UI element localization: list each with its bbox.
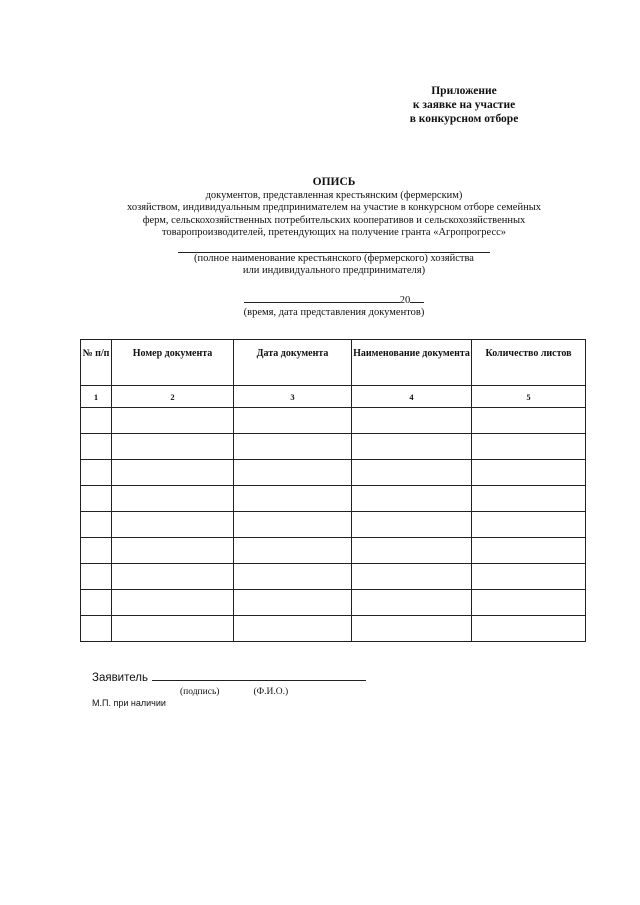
name-caption-2: или индивидуального предпринимателя): [242, 265, 426, 276]
table-row: [81, 486, 586, 512]
table-cell[interactable]: [112, 434, 234, 460]
table-cell[interactable]: [234, 512, 352, 538]
table-cell[interactable]: [472, 486, 586, 512]
signature-captions: [180, 687, 288, 697]
documents-table: [80, 339, 586, 642]
table-cell[interactable]: [81, 460, 112, 486]
header-line-4: товаропроизводителей, претендующих на получение гранта «Агропрогресс»: [161, 227, 507, 238]
column-number-row: [81, 386, 586, 408]
table-cell[interactable]: [352, 434, 472, 460]
table-cell[interactable]: [234, 434, 352, 460]
date-field: [84, 292, 584, 308]
document-title: ОПИСЬ: [312, 176, 356, 188]
date-caption: (время, дата представления документов): [243, 307, 425, 318]
header-number: № п/п: [81, 340, 112, 386]
table-cell[interactable]: [81, 616, 112, 642]
header-line-2: хозяйством, индивидуальным предпринимателем на участие в конкурсном отборе семейных: [126, 202, 542, 213]
table-cell[interactable]: [112, 590, 234, 616]
date-year-prefix: 20: [399, 294, 411, 306]
table-cell[interactable]: [112, 408, 234, 434]
table-cell[interactable]: [81, 408, 112, 434]
appendix-line-3: в конкурсном отборе: [409, 113, 519, 125]
table-cell[interactable]: [112, 460, 234, 486]
table-cell[interactable]: [112, 512, 234, 538]
table-row: [81, 538, 586, 564]
header-document-date: Дата документа: [234, 340, 352, 386]
table-cell[interactable]: [81, 590, 112, 616]
stamp-note: М.П. при наличии: [92, 698, 166, 708]
table-row: [81, 564, 586, 590]
column-number-2: 2: [112, 386, 234, 408]
table-cell[interactable]: [81, 564, 112, 590]
date-fill-line[interactable]: [244, 292, 400, 303]
table-cell[interactable]: [352, 564, 472, 590]
table-row: [81, 616, 586, 642]
table-cell[interactable]: [472, 512, 586, 538]
table-cell[interactable]: [472, 564, 586, 590]
table-cell[interactable]: [234, 590, 352, 616]
table-row: [81, 460, 586, 486]
table-cell[interactable]: [352, 512, 472, 538]
table-cell[interactable]: [81, 538, 112, 564]
header-document-number: Номер документа: [112, 340, 234, 386]
header-line-1: документов, представленная крестьянским (фермерским): [205, 189, 463, 201]
name-caption-1: (полное наименование крестьянского (фермерского) хозяйства: [194, 252, 474, 264]
table-cell[interactable]: [352, 538, 472, 564]
column-number-3: 3: [234, 386, 352, 408]
table-cell[interactable]: [472, 460, 586, 486]
table-row: [81, 434, 586, 460]
header-line-3: ферм, сельскохозяйственных потребительских кооперативов и сельскохозяйственных: [142, 214, 526, 226]
appendix-heading: [384, 84, 544, 126]
table-cell[interactable]: [472, 590, 586, 616]
table-row: [81, 590, 586, 616]
table-cell[interactable]: [112, 538, 234, 564]
table-cell[interactable]: [81, 486, 112, 512]
column-number-5: 5: [472, 386, 586, 408]
table-cell[interactable]: [352, 616, 472, 642]
table-header-row: [81, 340, 586, 386]
signature-caption: (подпись): [180, 687, 220, 697]
appendix-line-1: Приложение: [431, 85, 497, 97]
table-cell[interactable]: [472, 408, 586, 434]
document-header: [84, 176, 584, 320]
table-cell[interactable]: [352, 408, 472, 434]
column-number-4: 4: [352, 386, 472, 408]
table-cell[interactable]: [81, 434, 112, 460]
table-cell[interactable]: [352, 460, 472, 486]
table-cell[interactable]: [112, 564, 234, 590]
table-cell[interactable]: [472, 538, 586, 564]
table-cell[interactable]: [112, 616, 234, 642]
table-cell[interactable]: [472, 616, 586, 642]
table-cell[interactable]: [472, 434, 586, 460]
header-sheet-count: Количество листов: [472, 340, 586, 386]
signature-fill-line[interactable]: [152, 670, 366, 681]
table-cell[interactable]: [234, 538, 352, 564]
table-cell[interactable]: [352, 590, 472, 616]
table-cell[interactable]: [234, 486, 352, 512]
table-cell[interactable]: [234, 408, 352, 434]
table-row: [81, 408, 586, 434]
table-cell[interactable]: [81, 512, 112, 538]
date-year-fill-line[interactable]: [410, 292, 424, 303]
appendix-line-2: к заявке на участие: [412, 99, 516, 111]
applicant-signature: [92, 670, 366, 684]
table-cell[interactable]: [234, 564, 352, 590]
table-cell[interactable]: [352, 486, 472, 512]
table-cell[interactable]: [112, 486, 234, 512]
table-row: [81, 512, 586, 538]
header-document-name: Наименование документа: [352, 340, 472, 386]
table-cell[interactable]: [234, 616, 352, 642]
name-initials-caption: (Ф.И.О.): [253, 687, 289, 697]
table-cell[interactable]: [234, 460, 352, 486]
applicant-label: Заявитель: [92, 672, 148, 684]
column-number-1: 1: [81, 386, 112, 408]
